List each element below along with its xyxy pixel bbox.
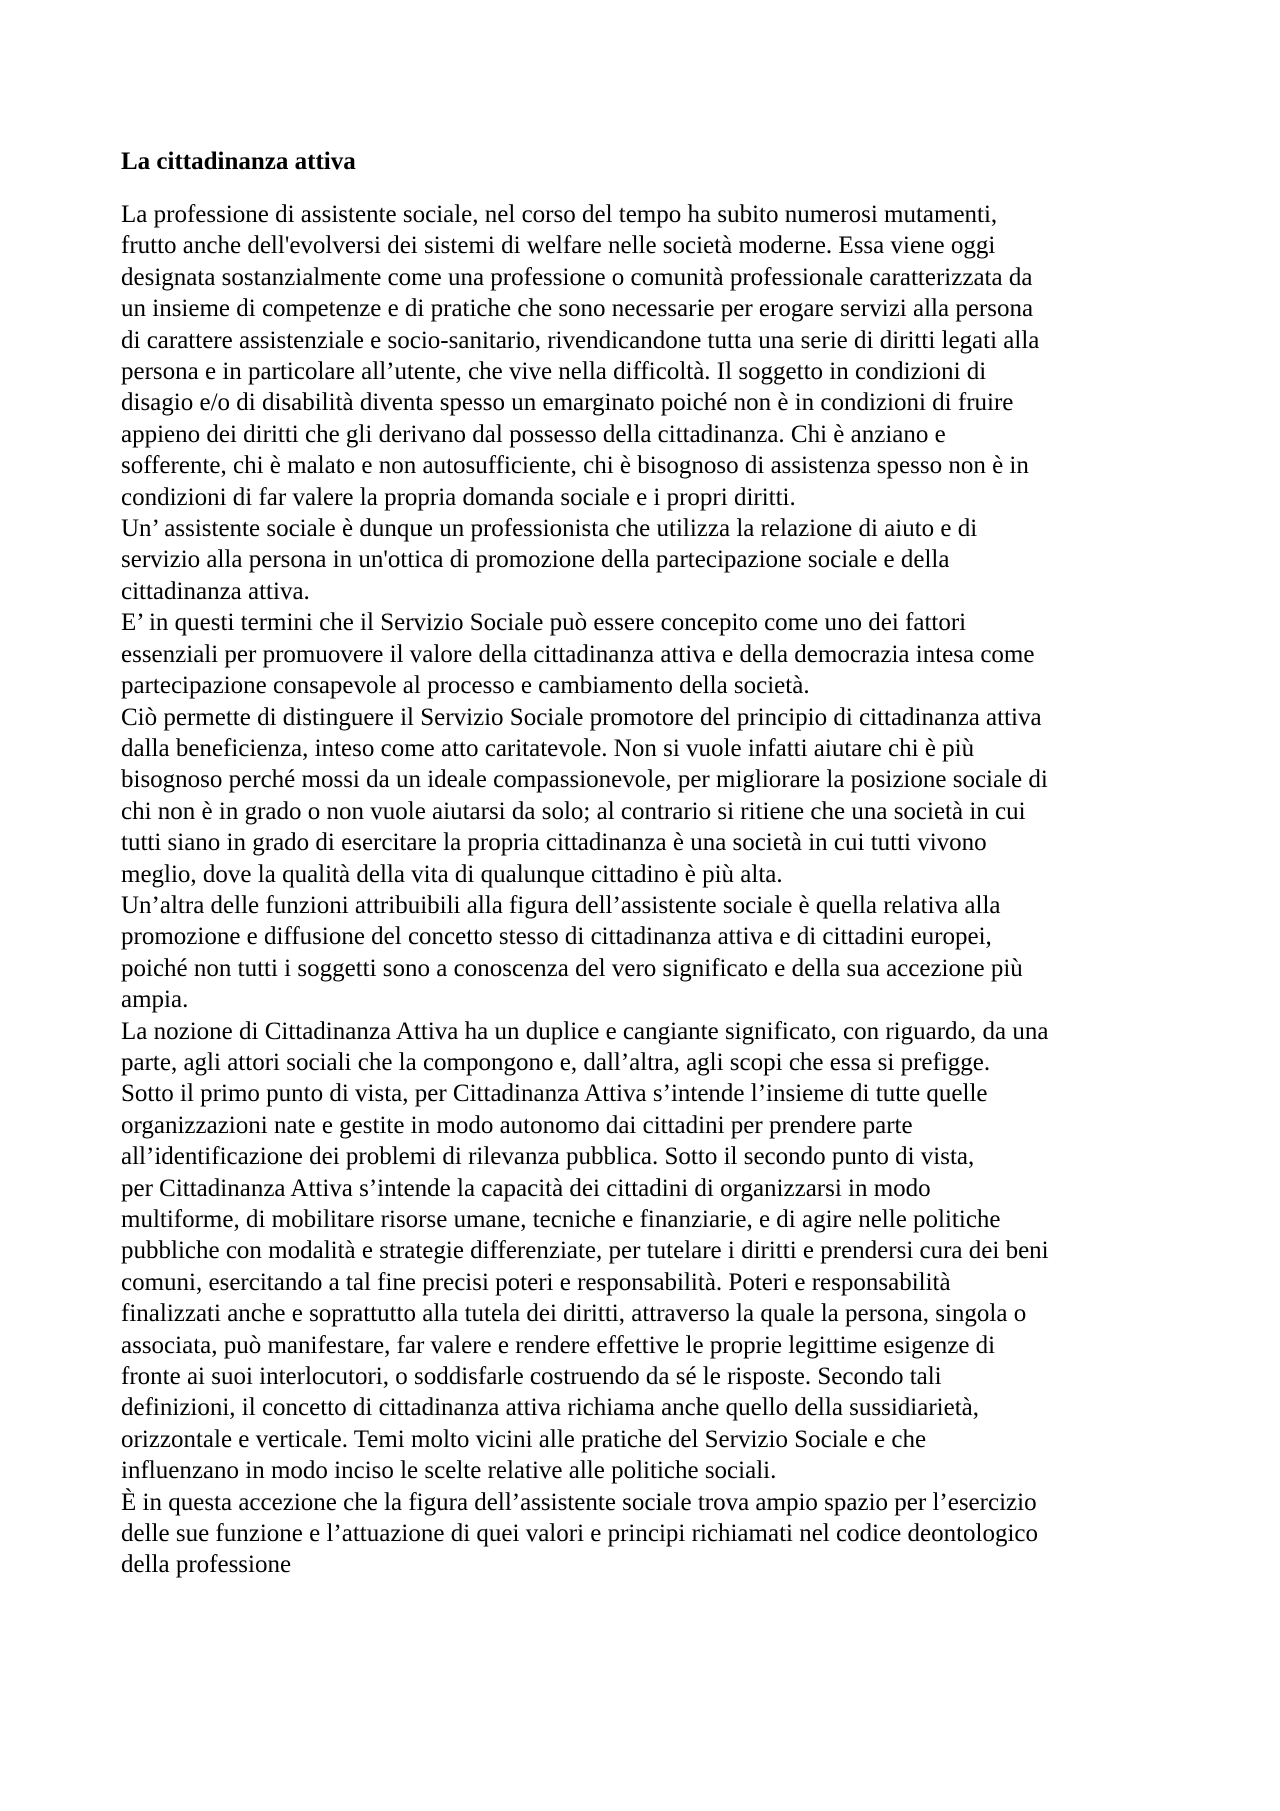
document-page <box>121 146 1171 1581</box>
paragraph-2: Un’ assistente sociale è dunque un professionista che utilizza la relazione di aiuto e di servizio alla persona in un'ottica di promozione della partecipazione sociale e della cittadinanza attiva. <box>121 515 978 605</box>
paragraph-3: E’ in questi termini che il Servizio Sociale può essere concepito come uno dei fattori essenziali per promuovere il valore della cittadinanza attiva e della democrazia intesa come partecipazione consapevole al processo e cambiamento della società. <box>121 609 1035 700</box>
document-title: La cittadinanza attiva <box>121 148 356 175</box>
paragraph-6: La nozione di Cittadinanza Attiva ha un duplice e cangiante significato, con riguardo, da una parte, agli attori sociali che la compongono e, dall’altra, agli scopi che essa si prefigge. Sotto il primo punto di vista, per Cittadinanza Attiva s’intende l’insieme di tutte quelle organizzazioni nate e gestite in modo autonomo dai cittadini per prendere parte all’identificazione dei problemi di rilevanza pubblica. Sotto il secondo punto di vista, per Cittadinanza Attiva s’intende la capacità dei cittadini di organizzarsi in modo multiforme, di mobilitare risorse umane, tecniche e finanziarie, e di agire nelle politiche pubbliche con modalità e strategie differenziate, per tutelare i diritti e prendersi cura dei beni comuni, esercitando a tal fine precisi poteri e responsabilità. Poteri e responsabilità finalizzati anche e soprattutto alla tutela dei diritti, attraverso la quale la persona, singola o associata, può manifestare, far valere e rendere effettive le proprie legittime esigenze di fronte ai suoi interlocutori, o soddisfarle costruendo da sé le risposte. Secondo tali definizioni, il concetto di cittadinanza attiva richiama anche quello della sussidiarietà, orizzontale e verticale. Temi molto vicini alle pratiche del Servizio Sociale e che influenzano in modo inciso le scelte relative alle politiche sociali. <box>121 1017 1049 1485</box>
paragraph-1: La professione di assistente sociale, nel corso del tempo ha subito numerosi mutamenti, frutto anche dell'evolversi dei sistemi di welfare nelle società moderne. Essa viene oggi designata sostanzialmente come una professione o comunità professionale caratterizzata da un insieme di competenze e di pratiche che sono necessarie per erogare servizi alla persona di carattere assistenziale e socio-sanitario, rivendicandone tutta una serie di diritti legati alla persona e in particolare all’utente, che vive nella difficoltà. Il soggetto in condizioni di disagio e/o di disabilità diventa spesso un emarginato poiché non è in condizioni di fruire appieno dei diritti che gli derivano dal possesso della cittadinanza. Chi è anziano e sofferente, chi è malato e non autosufficiente, chi è bisognoso di assistenza spesso non è in condizioni di far valere la propria domanda sociale e i propri diritti. <box>121 201 1040 511</box>
paragraph-7: È in questa accezione che la figura dell’assistente sociale trova ampio spazio per l’esercizio delle sue funzione e l’attuazione di quei valori e principi richiamati nel codice deontologico della professione <box>121 1488 1039 1579</box>
paragraph-4: Ciò permette di distinguere il Servizio Sociale promotore del principio di cittadinanza attiva dalla beneficienza, inteso come atto caritatevole. Non si vuole infatti aiutare chi è più bisognoso perché mossi da un ideale compassionevole, per migliorare la posizione sociale di chi non è in grado o non vuole aiutarsi da solo; al contrario si ritiene che una società in cui tutti siano in grado di esercitare la propria cittadinanza è una società in cui tutti vivono meglio, dove la qualità della vita di qualunque cittadino è più alta. <box>121 703 1048 888</box>
paragraph-5: Un’altra delle funzioni attribuibili alla figura dell’assistente sociale è quella relativa alla promozione e diffusione del concetto stesso di cittadinanza attiva e di cittadini europei, poiché non tutti i soggetti sono a conoscenza del vero significato e della sua accezione più ampia. <box>121 891 1023 1014</box>
